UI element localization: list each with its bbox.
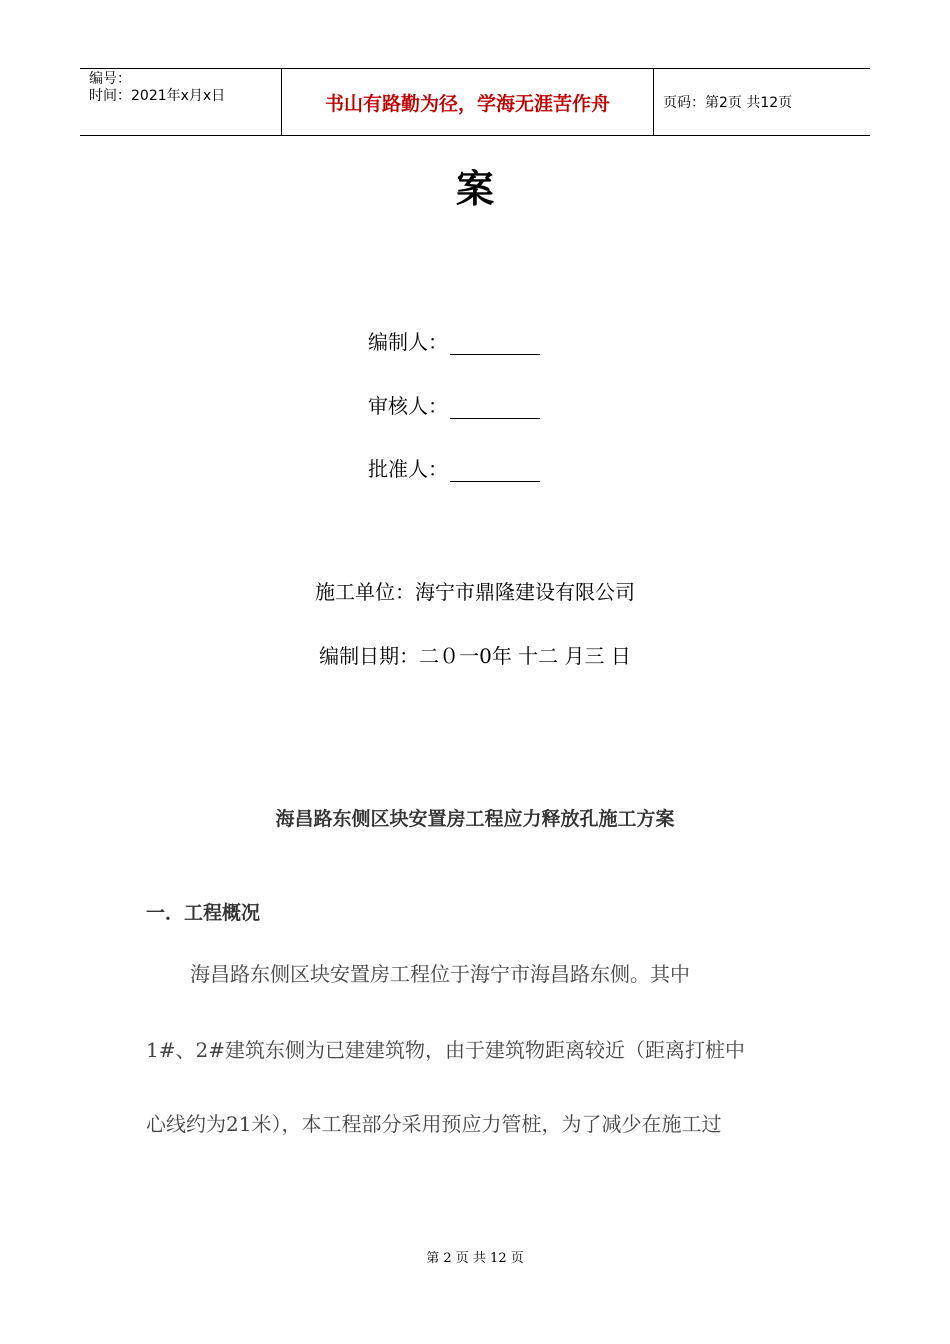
time-label: 时间：2021年x月x日 bbox=[89, 88, 226, 104]
paragraph-line: 心线约为21米），本工程部分采用预应力管桩，为了减少在施工过 bbox=[146, 1112, 722, 1136]
signature-label: 批准人： bbox=[368, 457, 448, 481]
signature-label: 编制人： bbox=[368, 330, 448, 354]
document-title: 海昌路东侧区块安置房工程应力释放孔施工方案 bbox=[275, 808, 675, 830]
header-meta bbox=[80, 69, 281, 135]
signature-blank-line bbox=[450, 396, 540, 419]
construction-company: 施工单位：海宁市鼎隆建设有限公司 bbox=[315, 580, 635, 604]
paragraph-line: 海昌路东侧区块安置房工程位于海宁市海昌路东侧。其中 bbox=[190, 962, 690, 986]
header-motto: 书山有路勤为径，学海无涯苦作舟 bbox=[281, 69, 654, 135]
page-header bbox=[80, 68, 870, 136]
signature-label: 审核人： bbox=[368, 394, 448, 418]
header-page-info: 页码：第2页 共12页 bbox=[663, 95, 793, 111]
signature-approver bbox=[368, 453, 540, 482]
compile-date: 编制日期：二０一0年 十二 月三 日 bbox=[319, 644, 631, 668]
cover-title-fragment: 案 bbox=[455, 166, 494, 211]
section-heading: 一．工程概况 bbox=[146, 902, 261, 924]
signature-blank-line bbox=[450, 459, 540, 482]
page-footer: 第 2 页 共 12 页 bbox=[426, 1251, 524, 1266]
signature-compiler bbox=[368, 326, 540, 355]
signature-blank-line bbox=[450, 332, 540, 355]
paragraph-line: 1#、2#建筑东侧为已建建筑物，由于建筑物距离较近（距离打桩中 bbox=[146, 1038, 745, 1062]
signature-reviewer bbox=[368, 390, 540, 419]
number-label: 编号： bbox=[89, 71, 131, 87]
